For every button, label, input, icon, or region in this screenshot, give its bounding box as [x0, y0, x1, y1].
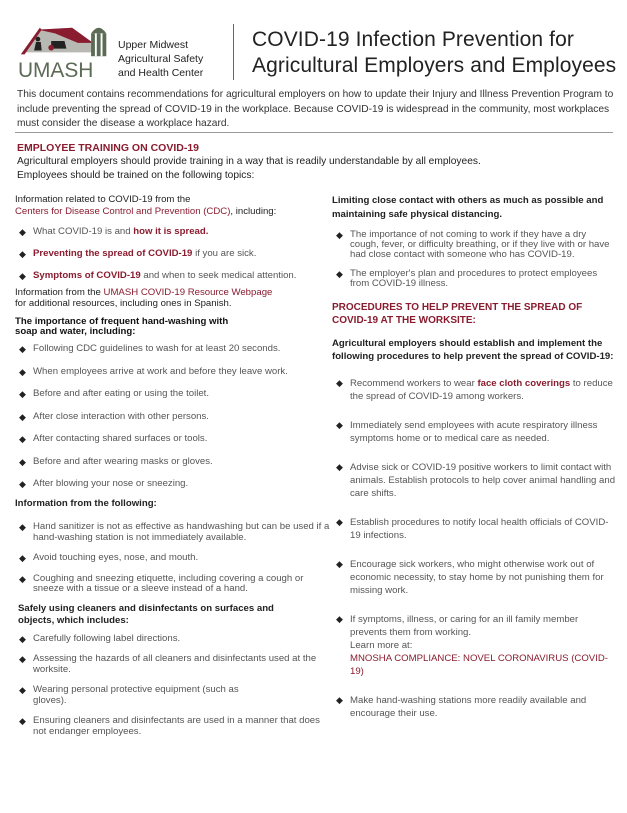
item-text: Coughing and sneezing etiquette, including covering a cough or sneeze with a tissue or a sleeve instead of a hand. — [33, 572, 304, 594]
logo-text: UMASH — [17, 59, 94, 82]
item-text: Establish procedures to notify local health officials of COVID-19 infections. — [350, 517, 609, 541]
training-line: Employees should be trained on the following topics: — [17, 170, 255, 181]
list-item — [15, 411, 330, 423]
silo-stripe-icon — [95, 33, 97, 56]
item-text: Assessing the hazards of all cleaners and disinfectants used at the worksite. — [33, 653, 317, 675]
item-text: Following CDC guidelines to wash for at least 20 seconds. — [33, 343, 281, 354]
intro-paragraph: This document contains recommendations for agricultural employers on how to update their Injury and Illness Prevention Program to include preventing the spread of COVID-19 in the workplace. Because COVID-19 is widespread in the community, most workplaces must consider the disease a workplace hazard. — [17, 89, 614, 129]
umash-resource-link[interactable]: UMASH COVID-19 Resource Webpage — [103, 287, 273, 298]
list-item — [15, 226, 330, 238]
learn-more-label: Learn more at: — [350, 640, 413, 651]
list-item — [15, 248, 330, 260]
item-text: What COVID-19 is and — [33, 226, 134, 237]
title-line: COVID-19 Infection Prevention for — [252, 28, 574, 51]
item-text: Immediately send employees with acute respiratory illness symptoms home or to medical care as needed. — [350, 420, 598, 444]
umash-resource — [15, 287, 330, 309]
cdc-link[interactable]: Centers for Disease Control and Prevention (CDC) — [15, 206, 231, 217]
list-item — [15, 433, 330, 445]
section-divider — [15, 132, 613, 133]
item-text: Make hand-washing stations more readily available and encourage their use. — [350, 695, 587, 719]
item-text: After contacting shared surfaces or tools. — [33, 433, 208, 444]
limit-list — [332, 230, 617, 289]
diamond-bullet-icon: ◆ — [19, 249, 26, 259]
item-text: Recommend workers to wear — [350, 378, 478, 389]
list-item — [15, 634, 330, 645]
silo-stripe-icon — [101, 33, 103, 56]
left-column — [15, 194, 330, 737]
procedures-list — [332, 377, 617, 720]
list-item — [332, 230, 617, 260]
list-item — [15, 716, 330, 737]
list-item — [15, 654, 330, 675]
diamond-bullet-icon: ◆ — [19, 522, 26, 532]
how-spread-link[interactable]: how it is spread. — [133, 226, 209, 237]
list-item — [332, 558, 617, 597]
list-item — [332, 694, 617, 720]
diamond-bullet-icon: ◆ — [336, 462, 343, 472]
cdc-list — [15, 226, 330, 282]
handwash-heading: The importance of frequent hand-washing with soap and water, including: — [15, 316, 229, 337]
following-heading: Information from the following: — [15, 498, 157, 509]
mnosha-link[interactable]: MNOSHA COMPLIANCE: NOVEL CORONAVIRUS (COVID-19) — [350, 653, 608, 677]
org-name — [118, 38, 203, 80]
procedures-heading: PROCEDURES TO HELP PREVENT THE SPREAD OF COVID-19 AT THE WORKSITE: — [332, 302, 583, 326]
diamond-bullet-icon: ◆ — [19, 456, 26, 467]
following-list — [15, 522, 330, 595]
right-column — [332, 194, 617, 720]
training-section — [17, 141, 617, 183]
item-text: After blowing your nose or sneezing. — [33, 478, 189, 489]
list-item — [15, 478, 330, 490]
cdc-intro-text: Information related to COVID-19 from the — [15, 194, 191, 205]
diamond-bullet-icon: ◆ — [19, 366, 26, 377]
list-item — [15, 553, 330, 564]
umash-pre: Information from the — [15, 287, 104, 298]
diamond-bullet-icon: ◆ — [336, 695, 343, 705]
training-heading: EMPLOYEE TRAINING ON COVID-19 — [17, 142, 200, 154]
item-text: if you are sick. — [192, 248, 257, 259]
list-item — [15, 270, 330, 282]
item-text: If symptoms, illness, or caring for an ill family member prevents them from working. — [350, 614, 579, 638]
org-line: Upper Midwest — [118, 39, 189, 51]
diamond-bullet-icon: ◆ — [19, 685, 26, 695]
list-item — [332, 461, 617, 500]
diamond-bullet-icon: ◆ — [19, 479, 26, 489]
cdc-suffix: , including: — [230, 206, 277, 217]
list-item — [332, 613, 617, 678]
diamond-bullet-icon: ◆ — [336, 420, 343, 430]
list-item — [15, 388, 330, 400]
list-item — [15, 685, 243, 706]
diamond-bullet-icon: ◆ — [19, 227, 26, 237]
org-line: Agricultural Safety — [118, 53, 204, 65]
diamond-bullet-icon: ◆ — [19, 434, 26, 444]
title-line: Agricultural Employers and Employees — [252, 54, 617, 77]
diamond-bullet-icon: ◆ — [19, 654, 26, 664]
item-text: Before and after eating or using the toilet. — [33, 388, 209, 399]
cleaners-list — [15, 634, 330, 738]
item-text: Advise sick or COVID-19 positive workers to limit contact with animals. Establish protocols to help cover animal handling and care shifts. — [350, 462, 616, 499]
item-text: The employer's plan and procedures to protect employees from COVID-19 illness. — [350, 268, 598, 289]
diamond-bullet-icon: ◆ — [336, 517, 343, 527]
farmer-icon — [36, 37, 41, 42]
list-item — [15, 343, 330, 355]
page-title — [252, 27, 616, 79]
org-line: and Health Center — [118, 67, 204, 79]
list-item — [332, 269, 617, 289]
item-text: After close interaction with other persons. — [33, 410, 209, 422]
list-item — [332, 377, 617, 403]
diamond-bullet-icon: ◆ — [19, 389, 26, 399]
list-item — [332, 419, 617, 445]
diamond-bullet-icon: ◆ — [336, 559, 343, 569]
item-text: When employees arrive at work and before they leave work. — [33, 365, 288, 377]
diamond-bullet-icon: ◆ — [19, 271, 26, 281]
item-text: Encourage sick workers, who might otherwise work out of economic necessity, to stay home by not punishing them for missing work. — [350, 559, 604, 596]
training-line: Agricultural employers should provide training in a way that is readily understandable by all employees. — [17, 156, 481, 167]
limit-heading: Limiting close contact with others as much as possible and maintaining safe physical distancing. — [332, 195, 604, 220]
handwash-list — [15, 343, 330, 490]
item-text: Carefully following label directions. — [33, 632, 181, 644]
list-item — [332, 516, 617, 542]
diamond-bullet-icon: ◆ — [336, 230, 343, 240]
diamond-bullet-icon: ◆ — [19, 573, 26, 584]
item-text: Wearing personal protective equipment (such as gloves). — [33, 684, 239, 706]
diamond-bullet-icon: ◆ — [336, 614, 343, 624]
item-text: Before and after wearing masks or gloves. — [33, 455, 213, 467]
diamond-bullet-icon: ◆ — [19, 716, 26, 726]
item-text: The importance of not coming to work if they have a dry cough, fever, or difficulty breathing, or if they live with or have had close contact with someone who has COVID-19. — [350, 229, 610, 260]
pig-icon — [48, 45, 54, 51]
umash-post: for additional resources, including ones in Spanish. — [15, 298, 232, 309]
silo-icon — [91, 33, 106, 56]
item-text: to reduce the spread of COVID-19 among workers. — [350, 378, 613, 402]
list-item — [15, 456, 330, 468]
list-item — [15, 574, 330, 595]
header-divider — [233, 24, 234, 80]
procedures-intro: Agricultural employers should establish and implement the following procedures to help prevent the spread of COVID-19: — [332, 338, 614, 362]
list-item — [15, 366, 330, 378]
cleaners-heading: Safely using cleaners and disinfectants on surfaces and objects, which includes: — [18, 602, 274, 626]
item-text: Avoid touching eyes, nose, and mouth. — [33, 552, 199, 563]
diamond-bullet-icon: ◆ — [19, 553, 26, 563]
cdc-intro — [15, 194, 330, 218]
silo-top-icon — [91, 28, 106, 34]
symptoms-link[interactable]: Symptoms of COVID-19 — [33, 270, 141, 281]
diamond-bullet-icon: ◆ — [19, 633, 26, 644]
diamond-bullet-icon: ◆ — [336, 269, 343, 279]
diamond-bullet-icon: ◆ — [336, 378, 343, 388]
preventing-spread-link[interactable]: Preventing the spread of COVID-19 — [33, 248, 193, 259]
diamond-bullet-icon: ◆ — [19, 344, 26, 354]
umash-logo — [17, 20, 112, 82]
list-item — [15, 522, 330, 543]
item-text: Hand sanitizer is not as effective as handwashing but can be used if a hand-washing station is not immediately available. — [33, 521, 330, 543]
item-text: and when to seek medical attention. — [140, 270, 297, 281]
item-text: Ensuring cleaners and disinfectants are used in a manner that does not endanger employees. — [33, 715, 320, 737]
face-coverings-link[interactable]: face cloth coverings — [477, 378, 571, 389]
diamond-bullet-icon: ◆ — [19, 411, 26, 422]
